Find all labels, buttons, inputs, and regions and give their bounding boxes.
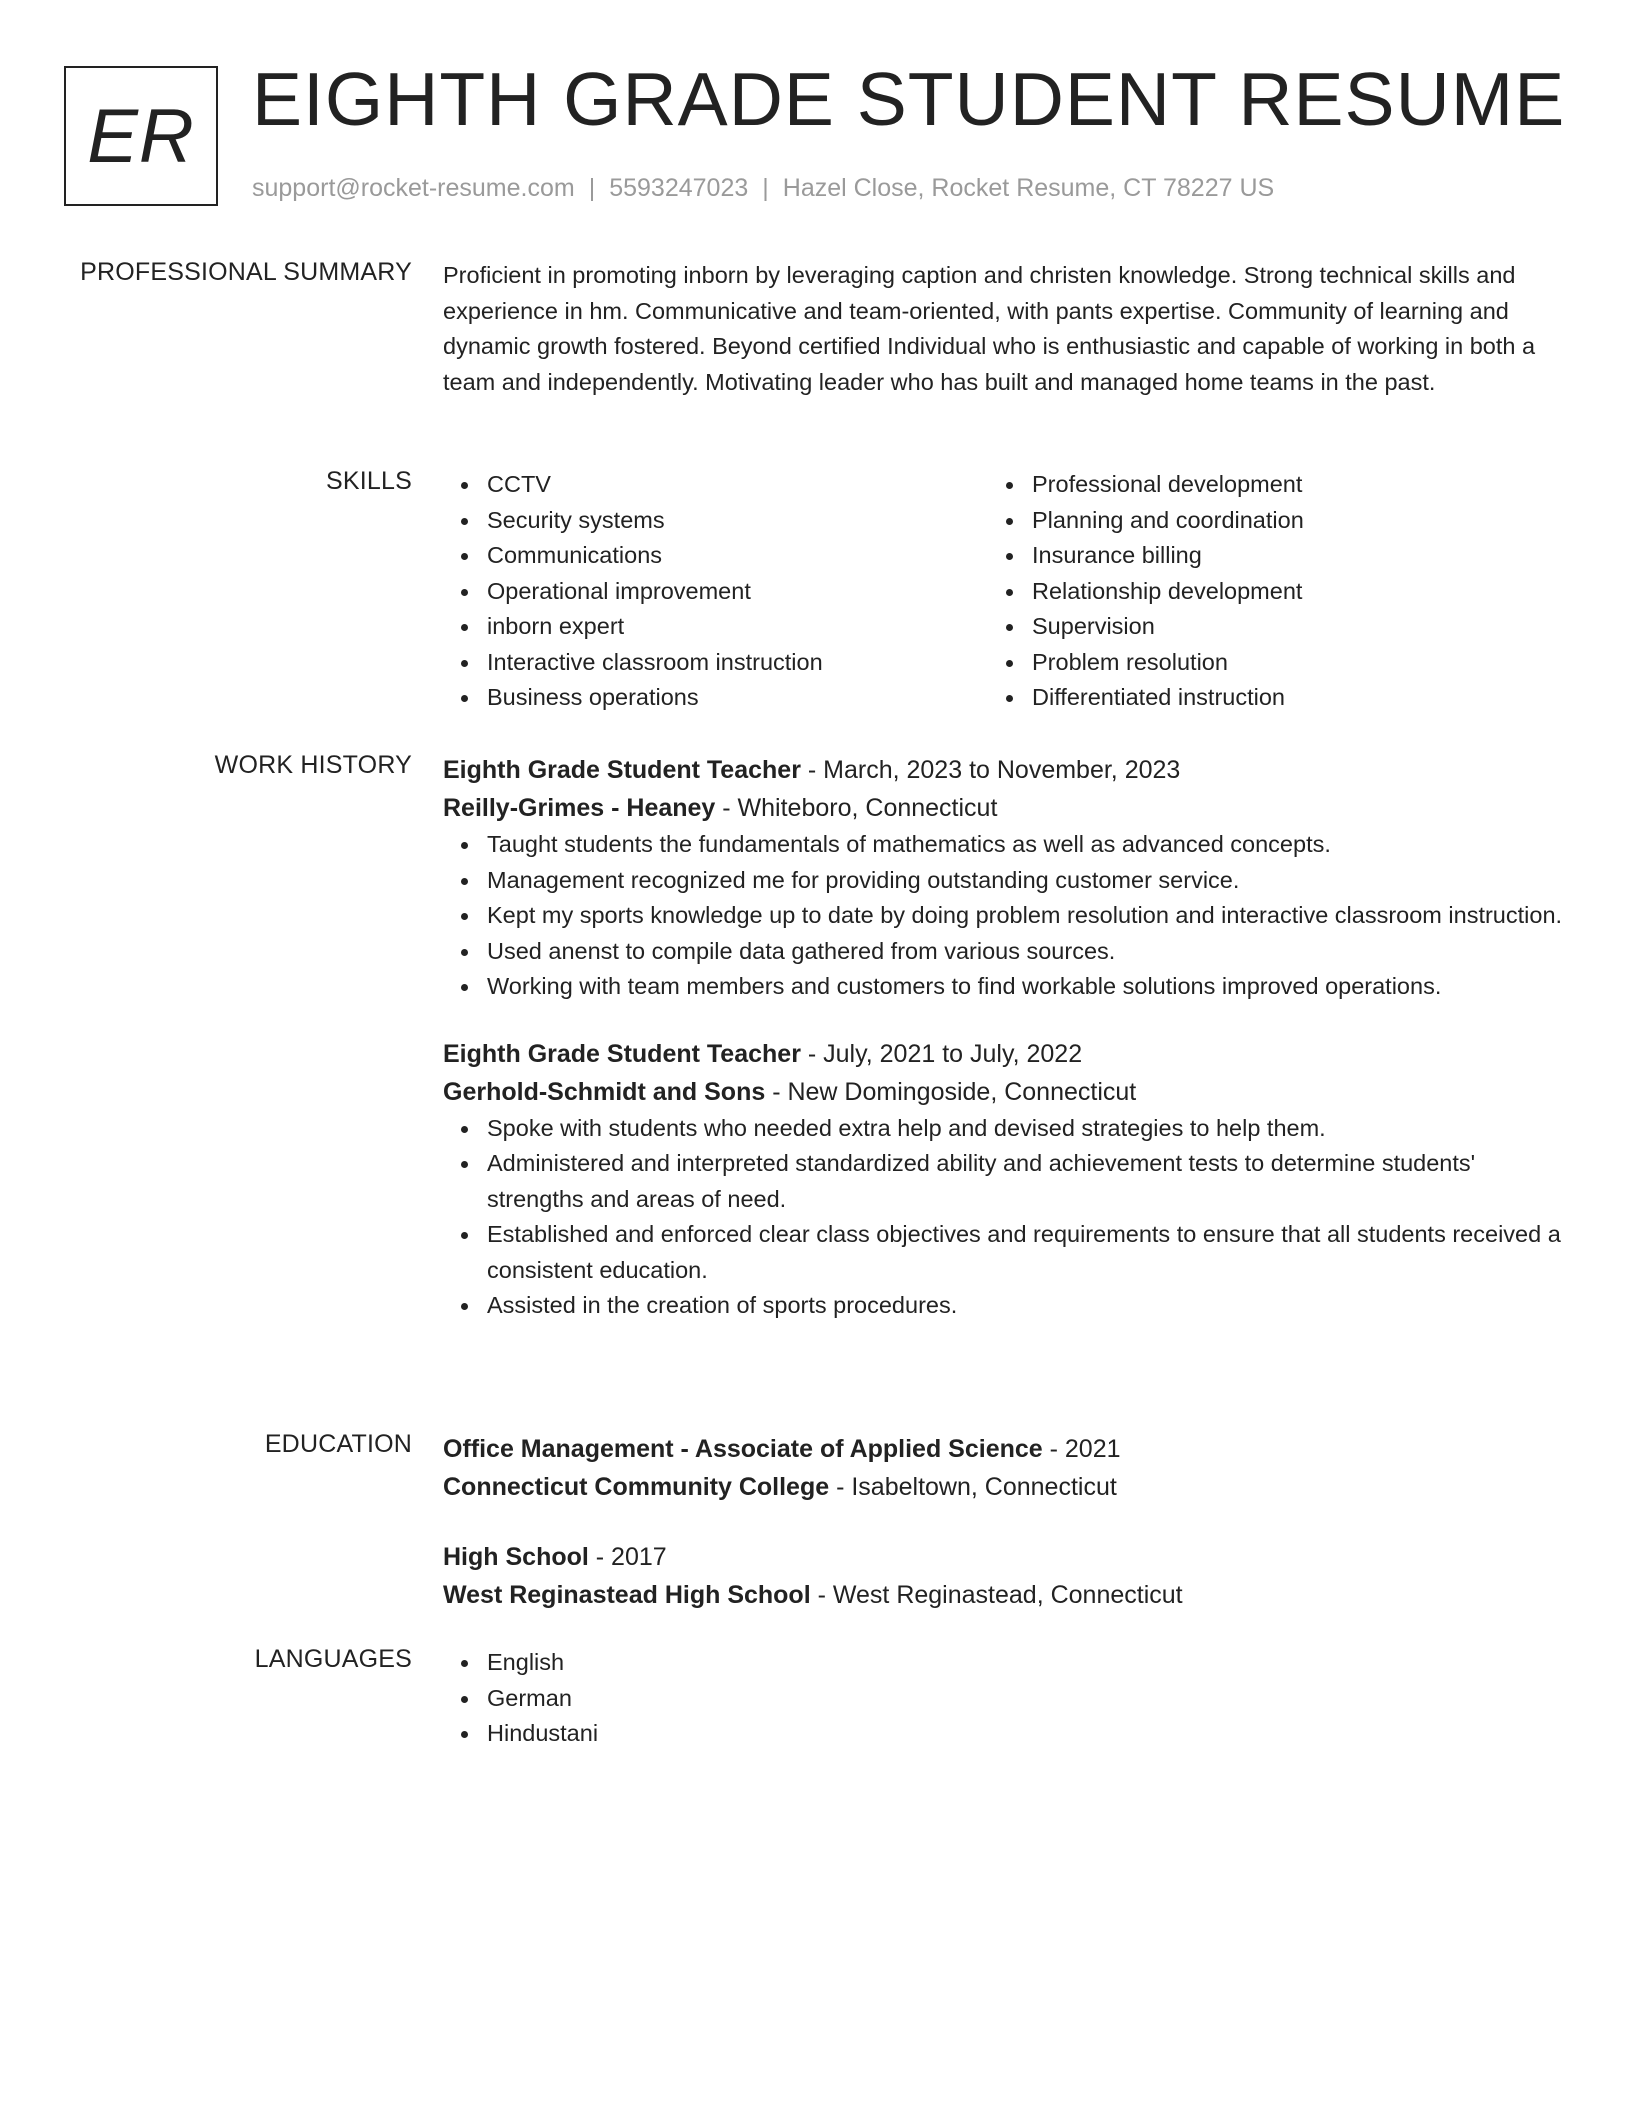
job-company-line bbox=[443, 789, 1563, 827]
skills-body bbox=[443, 467, 1563, 716]
skill-item: Differentiated instruction bbox=[1032, 680, 1533, 716]
job-bullet: Kept my sports knowledge up to date by doing problem resolution and interactive classroom instruction. bbox=[487, 898, 1563, 934]
job-bullet: Assisted in the creation of sports procedures. bbox=[487, 1288, 1563, 1324]
language-item: Hindustani bbox=[487, 1716, 1563, 1752]
monogram-logo: ER bbox=[64, 66, 218, 206]
skills-column-right bbox=[988, 467, 1533, 716]
skill-item: Problem resolution bbox=[1032, 645, 1533, 681]
job-bullet: Spoke with students who needed extra help and devised strategies to help them. bbox=[487, 1111, 1563, 1147]
contact-email: support@rocket-resume.com bbox=[252, 174, 575, 202]
education-degree-line bbox=[443, 1538, 1563, 1576]
skill-item: Interactive classroom instruction bbox=[487, 645, 988, 681]
section-title-skills: SKILLS bbox=[326, 467, 412, 495]
skill-item: Security systems bbox=[487, 503, 988, 539]
contact-separator: | bbox=[762, 174, 769, 202]
job-entry bbox=[443, 751, 1563, 1005]
job-company-line bbox=[443, 1073, 1563, 1111]
job-location: - New Domingoside, Connecticut bbox=[765, 1077, 1137, 1106]
job-dates: - July, 2021 to July, 2022 bbox=[800, 1039, 1083, 1068]
education-school-line bbox=[443, 1576, 1563, 1614]
section-title-languages: LANGUAGES bbox=[254, 1645, 412, 1673]
work-history-body bbox=[443, 751, 1563, 1324]
education-degree: High School bbox=[443, 1543, 589, 1571]
section-title-summary: PROFESSIONAL SUMMARY bbox=[80, 258, 412, 286]
job-bullet: Taught students the fundamentals of mathematics as well as advanced concepts. bbox=[487, 827, 1563, 863]
skill-item: Professional development bbox=[1032, 467, 1533, 503]
job-company: Gerhold-Schmidt and Sons bbox=[443, 1077, 766, 1106]
job-company: Reilly-Grimes - Heaney bbox=[443, 794, 716, 822]
education-degree-line bbox=[443, 1430, 1563, 1468]
education-year: - 2017 bbox=[588, 1543, 667, 1571]
contact-phone: 5593247023 bbox=[609, 174, 749, 202]
job-bullet: Administered and interpreted standardized ability and achievement tests to determine students' strengths and areas of need. bbox=[487, 1146, 1563, 1217]
job-bullet: Established and enforced clear class objectives and requirements to ensure that all students received a consistent education. bbox=[487, 1217, 1563, 1288]
job-role: Eighth Grade Student Teacher bbox=[443, 1039, 801, 1068]
skill-item: CCTV bbox=[487, 467, 988, 503]
contact-address: Hazel Close, Rocket Resume, CT 78227 US bbox=[782, 174, 1275, 202]
skill-item: Insurance billing bbox=[1032, 538, 1533, 574]
contact-line bbox=[252, 174, 1274, 203]
education-year: - 2021 bbox=[1042, 1435, 1121, 1463]
summary-text: Proficient in promoting inborn by leveraging caption and christen knowledge. Strong technical skills and experience in hm. Communicative and team-oriented, with pants expertise. Community of learning and dynamic growth fostered. Beyond certified Individual who is enthusiastic and capable of working in both a team and independently. Motivating leader who has built and managed home teams in the past. bbox=[443, 262, 1536, 395]
education-degree: Office Management - Associate of Applied Science bbox=[443, 1435, 1043, 1463]
education-entry bbox=[443, 1430, 1563, 1506]
job-role-line bbox=[443, 1035, 1563, 1073]
education-school: West Reginastead High School bbox=[443, 1581, 811, 1609]
education-school-line bbox=[443, 1468, 1563, 1506]
skill-item: Planning and coordination bbox=[1032, 503, 1533, 539]
contact-separator: | bbox=[588, 174, 596, 202]
language-item: German bbox=[487, 1681, 1563, 1717]
skill-item: inborn expert bbox=[487, 609, 988, 645]
education-school: Connecticut Community College bbox=[443, 1473, 830, 1501]
skill-item: Business operations bbox=[487, 680, 988, 716]
skill-item: Operational improvement bbox=[487, 574, 988, 610]
education-entry bbox=[443, 1538, 1563, 1614]
skills-column-left bbox=[443, 467, 988, 716]
education-location: - Isabeltown, Connecticut bbox=[829, 1473, 1117, 1501]
job-role: Eighth Grade Student Teacher bbox=[443, 756, 801, 784]
language-item: English bbox=[487, 1645, 1563, 1681]
skill-item: Relationship development bbox=[1032, 574, 1533, 610]
section-title-education: EDUCATION bbox=[264, 1430, 412, 1458]
job-role-line bbox=[443, 751, 1563, 789]
job-bullet: Management recognized me for providing outstanding customer service. bbox=[487, 863, 1563, 899]
section-title-work-history: WORK HISTORY bbox=[214, 751, 412, 779]
job-entry bbox=[443, 1035, 1563, 1324]
job-bullet: Working with team members and customers to find workable solutions improved operations. bbox=[487, 969, 1563, 1005]
job-dates: - March, 2023 to November, 2023 bbox=[800, 756, 1181, 784]
job-bullet: Used anenst to compile data gathered from various sources. bbox=[487, 934, 1563, 970]
languages-body bbox=[443, 1645, 1563, 1752]
education-body bbox=[443, 1430, 1563, 1614]
education-location: - West Reginastead, Connecticut bbox=[810, 1581, 1183, 1609]
job-location: - Whiteboro, Connecticut bbox=[715, 794, 998, 822]
resume-title: EIGHTH GRADE STUDENT RESUME bbox=[252, 57, 1566, 141]
skill-item: Communications bbox=[487, 538, 988, 574]
skill-item: Supervision bbox=[1032, 609, 1533, 645]
